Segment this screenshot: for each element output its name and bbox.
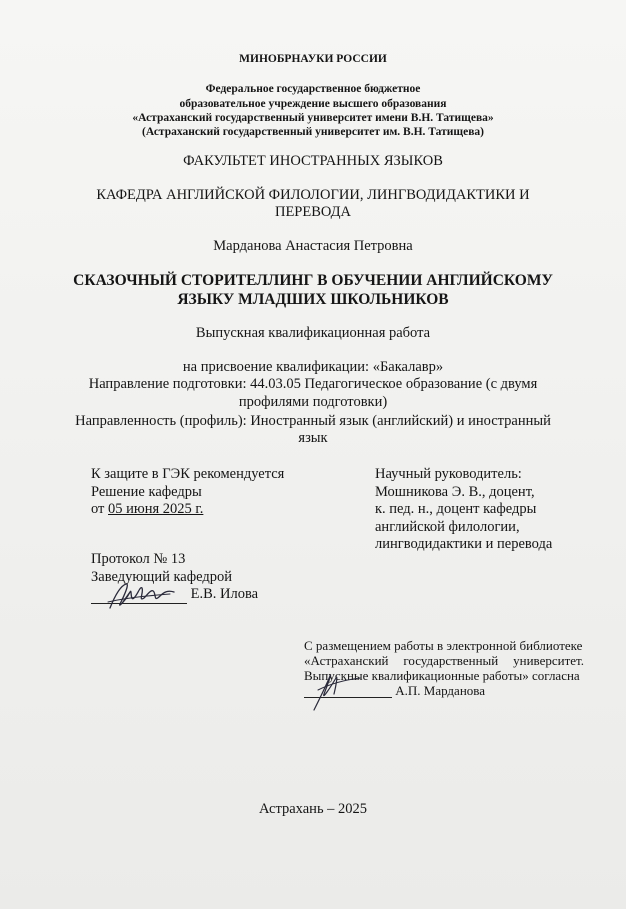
thesis-title-line-2: ЯЗЫКУ МЛАДШИХ ШКОЛЬНИКОВ <box>177 291 449 308</box>
head-name: Е.В. Илова <box>190 586 259 602</box>
library-line-2-word-3: университет. <box>513 653 584 668</box>
profile-line-1: Направленность (профиль): Иностранный язык (английский) и иностранный <box>75 413 551 429</box>
org-line-2: образовательное учреждение высшего образования <box>179 98 447 110</box>
work-type: Выпускная квалификационная работа <box>195 325 431 341</box>
head-of-department-label: Заведующий кафедрой <box>91 568 233 585</box>
library-line-2-word-1: «Астраханский <box>304 653 389 668</box>
thesis-title-line-1: СКАЗОЧНЫЙ СТОРИТЕЛЛИНГ В ОБУЧЕНИИ АНГЛИЙСКОМУ <box>73 272 553 289</box>
direction-line-2: профилями подготовки) <box>238 394 388 410</box>
defense-line-1: К защите в ГЭК рекомендуется <box>91 466 285 482</box>
profile-line-2: язык <box>298 430 328 446</box>
faculty-name: ФАКУЛЬТЕТ ИНОСТРАННЫХ ЯЗЫКОВ <box>183 153 443 169</box>
student-name: А.П. Марданова <box>395 683 486 698</box>
supervisor-line-2: Мошникова Э. В., доцент, <box>375 483 535 500</box>
department-line-1: КАФЕДРА АНГЛИЙСКОЙ ФИЛОЛОГИИ, ЛИНГВОДИДАКТИКИ И <box>96 187 530 203</box>
ministry-name: МИНОБРНАУКИ РОССИИ <box>239 53 387 65</box>
defense-date: 05 июня 2025 г. <box>108 501 204 517</box>
author-name: Марданова Анастасия Петровна <box>213 238 413 254</box>
department-line-2: ПЕРЕВОДА <box>274 204 352 220</box>
defense-line-2: Решение кафедры <box>91 483 202 500</box>
city-year: Астрахань – 2025 <box>258 801 368 817</box>
library-line-3: Выпускные квалификационные работы» согласна <box>304 668 580 683</box>
supervisor-line-1: Научный руководитель: <box>375 466 522 482</box>
org-line-3: «Астраханский государственный университет имени В.Н. Татищева» <box>132 112 494 124</box>
protocol-number: Протокол № 13 <box>91 551 186 567</box>
defense-block <box>91 466 284 519</box>
library-line-1: С размещением работы в электронной библиотеке <box>304 638 583 653</box>
defense-date-prefix: от <box>91 501 105 517</box>
org-line-1: Федеральное государственное бюджетное <box>205 83 421 95</box>
org-line-4: (Астраханский государственный университет им. В.Н. Татищева) <box>141 126 485 138</box>
defense-date-line <box>91 501 284 519</box>
supervisor-line-5: лингводидактики и перевода <box>375 536 553 552</box>
head-signature-icon <box>104 578 184 614</box>
qualification: на присвоение квалификации: «Бакалавр» <box>182 359 444 375</box>
direction-line-1: Направление подготовки: 44.03.05 Педагогическое образование (с двумя <box>88 376 538 392</box>
supervisor-line-3: к. пед. н., доцент кафедры <box>375 501 537 517</box>
supervisor-line-4: английской филологии, <box>375 518 520 535</box>
supervisor-block <box>375 466 552 554</box>
student-signature-icon <box>304 664 374 714</box>
library-line-2-word-2: государственный <box>403 653 499 668</box>
